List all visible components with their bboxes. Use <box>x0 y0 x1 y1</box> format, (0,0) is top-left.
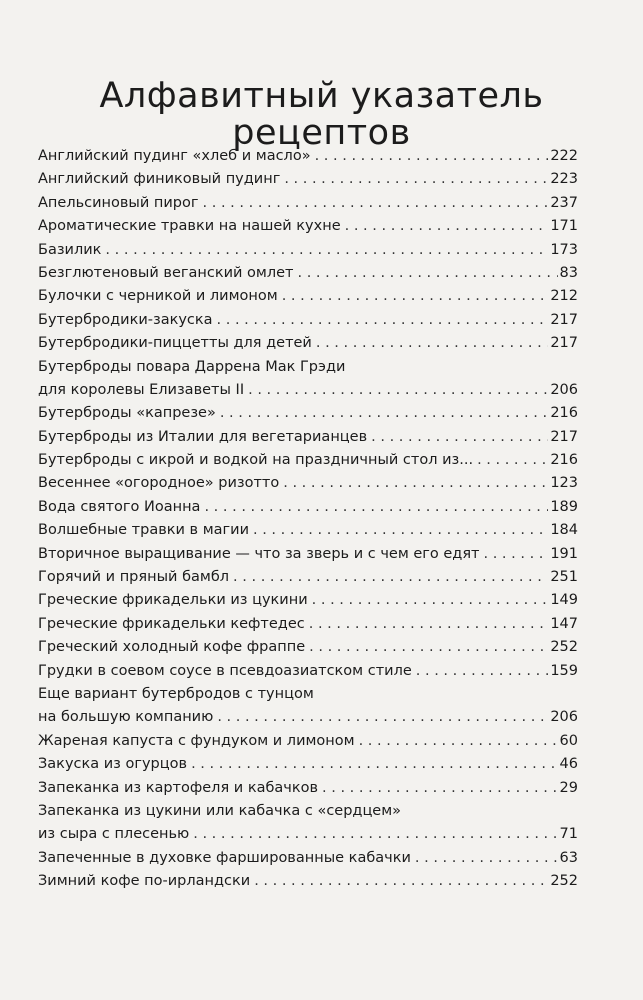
entry-label: Безглютеновый веганский омлет <box>38 264 294 281</box>
index-entry <box>38 475 578 498</box>
dot-leader <box>191 756 557 772</box>
dot-leader <box>220 405 548 421</box>
title-line-2: рецептов <box>232 113 411 153</box>
entry-page-number: 206 <box>550 381 578 398</box>
dot-leader <box>477 452 548 468</box>
entry-page-number: 252 <box>550 639 578 656</box>
dot-leader <box>315 148 549 164</box>
dot-leader <box>322 780 558 796</box>
index-entry <box>38 218 578 241</box>
entry-page-number: 252 <box>550 873 578 890</box>
index-entry <box>38 148 578 171</box>
index-entry <box>38 873 578 896</box>
entry-page-number: 46 <box>559 756 578 773</box>
entry-page-number: 159 <box>550 662 578 679</box>
dot-leader <box>105 242 548 258</box>
entry-page-number: 216 <box>550 405 578 422</box>
index-entry <box>38 569 578 592</box>
entry-page-number: 217 <box>550 311 578 328</box>
entry-page-number: 123 <box>550 475 578 492</box>
entry-page-number: 29 <box>559 779 578 796</box>
entry-label: Бутерброды из Италии для вегетарианцев <box>38 428 368 445</box>
entry-label: Ароматические травки на нашей кухне <box>38 218 341 235</box>
index-entry <box>38 826 578 849</box>
entry-label: Бутербродики-закуска <box>38 311 213 328</box>
entry-page-number: 184 <box>550 522 578 539</box>
index-entry <box>38 335 578 358</box>
index-entry <box>38 780 578 803</box>
entry-label: Зимний кофе по-ирландски <box>38 873 251 890</box>
entry-label: Запеканка из картофеля и кабачков <box>38 779 319 796</box>
entry-label: Запеканка из цукини или кабачка с «сердцем» <box>38 802 402 819</box>
entry-page-number: 191 <box>550 545 578 562</box>
dot-leader <box>284 171 548 187</box>
index-entry <box>38 756 578 779</box>
index-entry <box>38 171 578 194</box>
index-entry <box>38 522 578 545</box>
dot-leader <box>282 288 549 304</box>
entry-page-number: 251 <box>550 569 578 586</box>
entry-page-number: 212 <box>550 288 578 305</box>
index-entry <box>38 616 578 639</box>
dot-leader <box>298 265 558 281</box>
entry-label: Греческие фрикадельки кефтедес <box>38 615 305 632</box>
entry-page-number: 63 <box>559 849 578 866</box>
dot-leader <box>415 850 558 866</box>
dot-leader <box>217 312 549 328</box>
index-entry <box>38 686 578 709</box>
entry-label: Жареная капуста с фундуком и лимоном <box>38 732 355 749</box>
entry-label: Волшебные травки в магии <box>38 522 249 539</box>
index-entry <box>38 195 578 218</box>
dot-leader <box>204 499 548 515</box>
entry-label: Базилик <box>38 241 102 258</box>
entry-label: из сыра с плесенью <box>38 826 190 843</box>
dot-leader <box>248 382 548 398</box>
entry-page-number: 217 <box>550 335 578 352</box>
entry-label: Греческий холодный кофе фраппе <box>38 639 306 656</box>
entry-label: Весеннее «огородное» ризотто <box>38 475 280 492</box>
entry-label: Греческие фрикадельки из цукини <box>38 592 308 609</box>
entry-label: Английский финиковый пудинг <box>38 171 281 188</box>
entry-label: Бутербродики-пиццетты для детей <box>38 335 312 352</box>
dot-leader <box>253 522 548 538</box>
entry-label: Бутерброды с икрой и водкой на праздничный стол из... <box>38 452 474 469</box>
entry-label: Грудки в соевом соусе в псевдоазиатском стиле <box>38 662 412 679</box>
entry-page-number: 222 <box>550 148 578 164</box>
index-entry <box>38 663 578 686</box>
index-entry <box>38 499 578 522</box>
index-entry <box>38 359 578 382</box>
entry-page-number: 217 <box>550 428 578 445</box>
entry-label: Булочки с черникой и лимоном <box>38 288 278 305</box>
index-entry <box>38 546 578 569</box>
entry-page-number: 60 <box>559 732 578 749</box>
entry-page-number: 189 <box>550 498 578 515</box>
index-entry <box>38 733 578 756</box>
entry-label: для королевы Елизаветы II <box>38 381 245 398</box>
entry-page-number: 206 <box>550 709 578 726</box>
entry-label: на большую компанию <box>38 709 214 726</box>
index-entry <box>38 452 578 475</box>
dot-leader <box>312 592 549 608</box>
title-line-1: Алфавитный указатель <box>99 76 544 116</box>
index-entry <box>38 429 578 452</box>
entry-page-number: 216 <box>550 452 578 469</box>
entry-label: Закуска из огурцов <box>38 756 188 773</box>
index-entry <box>38 288 578 311</box>
index-entry <box>38 592 578 615</box>
entry-page-number: 149 <box>550 592 578 609</box>
dot-leader <box>233 569 548 585</box>
index-entry <box>38 639 578 662</box>
entry-label: Бутерброды повара Даррена Мак Грэди <box>38 358 346 375</box>
entry-page-number: 83 <box>559 264 578 281</box>
entry-label: Вторичное выращивание — что за зверь и с чем его едят <box>38 545 480 562</box>
dot-leader <box>316 335 548 351</box>
entry-page-number: 237 <box>550 194 578 211</box>
entry-label: Вода святого Иоанна <box>38 498 201 515</box>
dot-leader <box>359 733 558 749</box>
entry-label: Бутерброды «капрезе» <box>38 405 216 422</box>
recipe-index-list <box>38 148 578 897</box>
dot-leader <box>345 218 549 234</box>
page-title <box>0 78 643 152</box>
index-entry <box>38 265 578 288</box>
dot-leader <box>484 546 549 562</box>
entry-label: Еще вариант бутербродов с тунцом <box>38 685 314 702</box>
index-entry <box>38 803 578 826</box>
dot-leader <box>416 663 549 679</box>
entry-label: Английский пудинг «хлеб и масло» <box>38 148 311 164</box>
dot-leader <box>254 873 548 889</box>
dot-leader <box>193 826 557 842</box>
entry-label: Горячий и пряный бамбл <box>38 569 230 586</box>
index-entry <box>38 382 578 405</box>
entry-page-number: 223 <box>550 171 578 188</box>
index-entry <box>38 405 578 428</box>
entry-page-number: 173 <box>550 241 578 258</box>
entry-page-number: 147 <box>550 615 578 632</box>
dot-leader <box>309 616 549 632</box>
index-entry <box>38 312 578 335</box>
entry-page-number: 171 <box>550 218 578 235</box>
dot-leader <box>309 639 548 655</box>
dot-leader <box>283 475 548 491</box>
dot-leader <box>217 709 548 725</box>
dot-leader <box>371 429 548 445</box>
index-entry <box>38 850 578 873</box>
index-entry <box>38 242 578 265</box>
entry-label: Запеченные в духовке фаршированные кабачки <box>38 849 411 866</box>
entry-page-number: 71 <box>559 826 578 843</box>
index-entry <box>38 709 578 732</box>
entry-label: Апельсиновый пирог <box>38 194 199 211</box>
dot-leader <box>203 195 549 211</box>
